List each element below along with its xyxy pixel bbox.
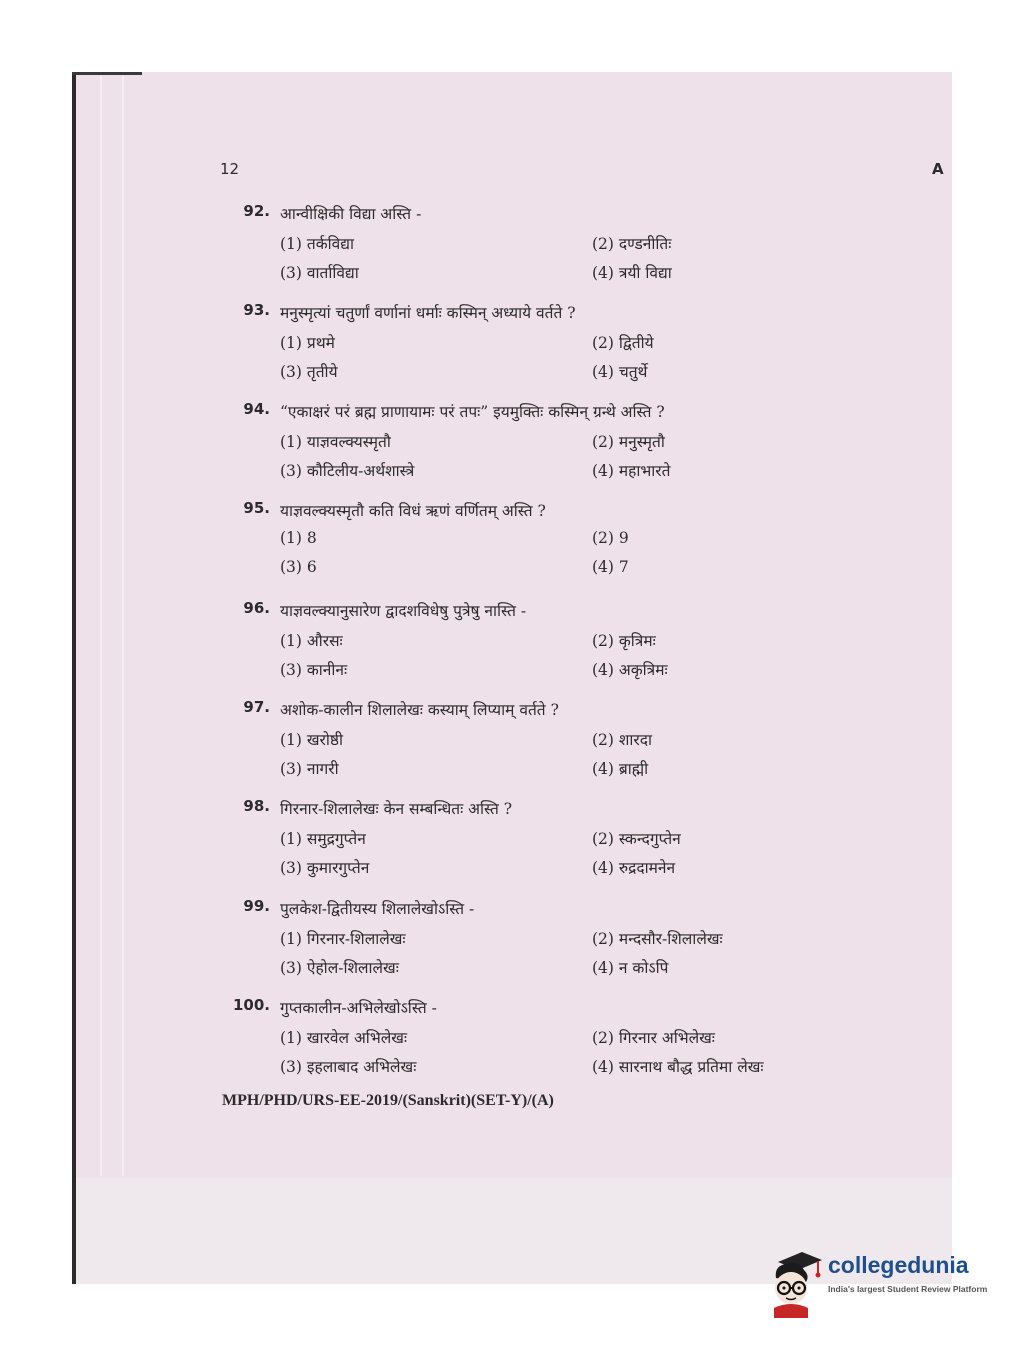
option-4: (4) चतुर्थे xyxy=(592,363,648,381)
option-2: (2) स्कन्दगुप्तेन xyxy=(592,830,681,848)
option-2: (2) द्वितीये xyxy=(592,334,654,352)
option-2: (2) गिरनार अभिलेखः xyxy=(592,1029,715,1047)
option-3: (3) कानीनः xyxy=(280,661,348,679)
question-text: मनुस्मृत्यां चतुर्णां वर्णानां धर्माः कस्मिन् अध्याये वर्तते ? xyxy=(280,304,576,322)
question-number: 99. xyxy=(243,897,270,915)
option-2: (2) मन्दसौर-शिलालेखः xyxy=(592,930,723,948)
option-1: (1) 8 xyxy=(280,529,317,547)
question-text: पुलकेश-द्वितीयस्य शिलालेखोऽस्ति - xyxy=(280,900,475,918)
question-text: “एकाक्षरं परं ब्रह्म प्राणायामः परं तपः” इयमुक्तिः कस्मिन् ग्रन्थे अस्ति ? xyxy=(280,403,665,421)
question-text: याज्ञवल्क्यानुसारेण द्वादशविधेषु पुत्रेषु नास्ति - xyxy=(280,602,527,620)
option-4: (4) अकृत्रिमः xyxy=(592,661,668,679)
option-1: (1) औरसः xyxy=(280,632,343,650)
question-number: 93. xyxy=(243,301,270,319)
mascot-icon xyxy=(768,1248,824,1318)
option-2: (2) शारदा xyxy=(592,731,653,749)
question-93 xyxy=(0,301,1025,396)
question-92 xyxy=(0,202,1025,297)
question-97 xyxy=(0,698,1025,793)
option-4: (4) 7 xyxy=(592,558,629,576)
option-4: (4) ब्राह्मी xyxy=(592,760,649,778)
question-text: अशोक-कालीन शिलालेखः कस्याम् लिप्याम् वर्तते ? xyxy=(280,701,559,719)
question-number: 92. xyxy=(243,202,270,220)
question-98 xyxy=(0,797,1025,892)
option-1: (1) तर्कविद्या xyxy=(280,235,355,253)
question-99 xyxy=(0,897,1025,992)
option-1: (1) प्रथमे xyxy=(280,334,335,352)
question-text: गुप्तकालीन-अभिलेखोऽस्ति - xyxy=(280,999,437,1017)
question-100 xyxy=(0,996,1025,1091)
question-text: आन्वीक्षिकी विद्या अस्ति - xyxy=(280,205,422,223)
option-3: (3) ऐहोल-शिलालेखः xyxy=(280,959,399,977)
option-3: (3) कौटिलीय-अर्थशास्त्रे xyxy=(280,462,415,480)
option-4: (4) महाभारते xyxy=(592,462,671,480)
question-number: 98. xyxy=(243,797,270,815)
option-1: (1) खरोष्ठी xyxy=(280,731,344,749)
scan-top-edge xyxy=(72,72,142,75)
question-number: 95. xyxy=(243,499,270,517)
option-2: (2) दण्डनीतिः xyxy=(592,235,672,253)
option-4: (4) न कोऽपि xyxy=(592,959,669,977)
option-4: (4) रुद्रदामनेन xyxy=(592,859,676,877)
option-3: (3) नागरी xyxy=(280,760,339,778)
option-4: (4) त्रयी विद्या xyxy=(592,264,672,282)
option-1: (1) याज्ञवल्क्यस्मृतौ xyxy=(280,433,391,451)
option-3: (3) इहलाबाद अभिलेखः xyxy=(280,1058,417,1076)
page-number: 12 xyxy=(220,160,240,178)
question-94 xyxy=(0,400,1025,495)
question-text: गिरनार-शिलालेखः केन सम्बन्धितः अस्ति ? xyxy=(280,800,513,818)
option-2: (2) कृत्रिमः xyxy=(592,632,656,650)
paper-code: MPH/PHD/URS-EE-2019/(Sanskrit)(SET-Y)/(A) xyxy=(222,1092,554,1109)
option-1: (1) खारवेल अभिलेखः xyxy=(280,1029,408,1047)
option-4: (4) सारनाथ बौद्ध प्रतिमा लेखः xyxy=(592,1058,764,1076)
option-3: (3) कुमारगुप्तेन xyxy=(280,859,370,877)
set-code: A xyxy=(932,160,944,178)
option-1: (1) समुद्रगुप्तेन xyxy=(280,830,366,848)
question-number: 97. xyxy=(243,698,270,716)
brand-tagline: India's largest Student Review Platform xyxy=(828,1284,988,1294)
option-3: (3) 6 xyxy=(280,558,317,576)
option-1: (1) गिरनार-शिलालेखः xyxy=(280,930,406,948)
question-text: याज्ञवल्क्यस्मृतौ कति विधं ऋणं वर्णितम् अस्ति ? xyxy=(280,502,546,520)
option-2: (2) 9 xyxy=(592,529,629,547)
question-number: 100. xyxy=(232,996,270,1014)
question-96 xyxy=(0,599,1025,694)
question-number: 94. xyxy=(243,400,270,418)
option-3: (3) वार्ताविद्या xyxy=(280,264,359,282)
question-95 xyxy=(0,499,1025,594)
brand-name: collegedunia xyxy=(828,1252,969,1278)
option-2: (2) मनुस्मृतौ xyxy=(592,433,665,451)
collegedunia-watermark xyxy=(768,1248,998,1318)
question-number: 96. xyxy=(243,599,270,617)
option-3: (3) तृतीये xyxy=(280,363,338,381)
